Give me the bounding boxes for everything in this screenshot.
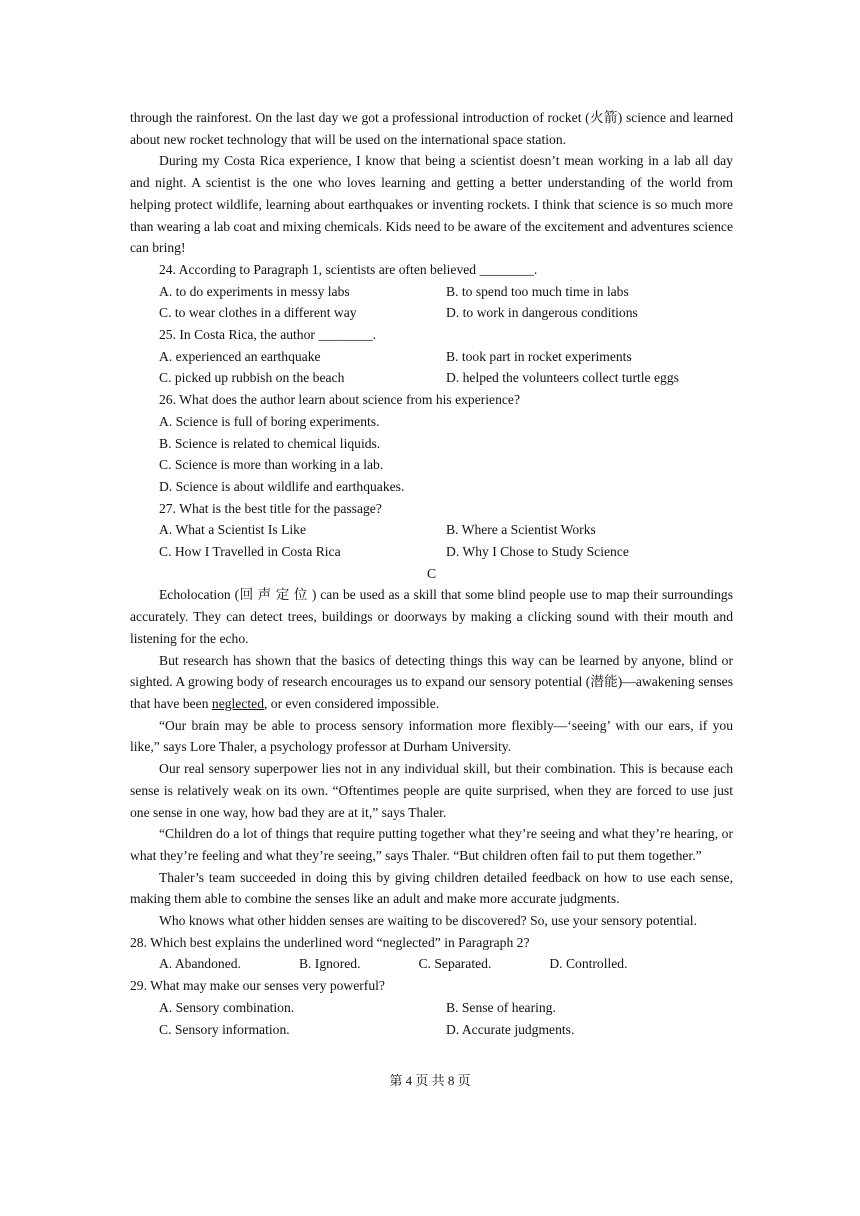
question-27-option-d[interactable]: D. Why I Chose to Study Science bbox=[446, 544, 629, 560]
paragraph-2-after: , or even considered impossible. bbox=[264, 695, 440, 711]
question-25-stem: 25. In Costa Rica, the author ________. bbox=[159, 327, 377, 343]
question-28-option-d[interactable]: D. Controlled. bbox=[549, 956, 628, 972]
question-27-option-a[interactable]: A. What a Scientist Is Like bbox=[159, 522, 306, 538]
passage-c-paragraph-5: “Children do a lot of things that require putting together what they’re seeing and what they’re hearing, or what they’re feeling and what they’re seeing,” says Thaler. “But children often fail to put them together.” bbox=[130, 826, 733, 863]
passage-b-conclusion: During my Costa Rica experience, I know that being a scientist doesn’t mean working in a lab all day and night. A scientist is the one who loves learning and getting a better understanding of the world from helping protect wildlife, learning about earthquakes or inventing rockets. I think that science is so much more than wearing a lab coat and mixing chemicals. Kids need to be aware of the excitement and adventures science can bring! bbox=[130, 153, 733, 256]
echolocation-term: Echolocation ( bbox=[159, 587, 240, 603]
question-27-options-row-1 bbox=[130, 519, 733, 541]
question-29-stem: 29. What may make our senses very powerful? bbox=[130, 978, 385, 994]
passage-c-paragraph-4: Our real sensory superpower lies not in any individual skill, but their combination. This is because each sense is relatively weak on its own. “Oftentimes people are quite surprised, when they are forced to use just one sense in one way, how bad they are at it,” says Thaler. bbox=[130, 761, 733, 820]
paragraph-1-rest: ) can be used as a skill that some blind people use to map their surroundings accurately. They can detect trees, buildings or doorways by making a clicking sound with their mouth and listening for the echo. bbox=[130, 587, 733, 646]
question-29-options-row-2 bbox=[130, 1019, 733, 1041]
question-29-option-a[interactable]: A. Sensory combination. bbox=[159, 999, 295, 1015]
question-29-option-c[interactable]: C. Sensory information. bbox=[159, 1021, 290, 1037]
question-25-options-row-2 bbox=[130, 367, 733, 389]
question-24-options-row-2 bbox=[130, 302, 733, 324]
question-29-option-b[interactable]: B. Sense of hearing. bbox=[446, 999, 556, 1015]
question-28-option-c[interactable]: C. Separated. bbox=[418, 956, 492, 972]
question-25-option-a[interactable]: A. experienced an earthquake bbox=[159, 348, 321, 364]
question-24-option-b[interactable]: B. to spend too much time in labs bbox=[446, 283, 629, 299]
passage-b-intro-continuation: through the rainforest. On the last day we got a professional introduction of rocket (火箭) science and learned about new rocket technology that will be used on the international space station. bbox=[130, 110, 733, 147]
question-25-options-row-1 bbox=[130, 346, 733, 368]
question-24-option-d[interactable]: D. to work in dangerous conditions bbox=[446, 305, 638, 321]
question-26-stem: 26. What does the author learn about science from his experience? bbox=[159, 392, 520, 408]
echolocation-chinese-gloss: 回声定位 bbox=[239, 587, 312, 603]
question-28-option-b[interactable]: B. Ignored. bbox=[298, 956, 361, 972]
question-28-options-row bbox=[130, 953, 733, 975]
question-24-stem: 24. According to Paragraph 1, scientists are often believed ________. bbox=[159, 261, 538, 277]
question-27-options-row-2 bbox=[130, 541, 733, 563]
question-24-option-c[interactable]: C. to wear clothes in a different way bbox=[159, 305, 357, 321]
question-27-stem: 27. What is the best title for the passage? bbox=[159, 500, 382, 516]
passage-c-paragraph-3: “Our brain may be able to process sensory information more flexibly—‘seeing’ with our ears, if you like,” says Lore Thaler, a psychology professor at Durham University. bbox=[130, 717, 733, 755]
question-26-option-c[interactable]: C. Science is more than working in a lab. bbox=[159, 457, 384, 473]
question-29-options-row-1 bbox=[130, 997, 733, 1019]
question-25-option-b[interactable]: B. took part in rocket experiments bbox=[446, 348, 632, 364]
passage-c-paragraph-6: Thaler’s team succeeded in doing this by giving children detailed feedback on how to use each sense, making them able to combine the senses like an adult and make more accurate judgments. bbox=[130, 869, 733, 907]
question-28-option-a[interactable]: A. Abandoned. bbox=[159, 956, 241, 972]
passage-c-paragraph-7: Who knows what other hidden senses are waiting to be discovered? So, use your sensory potential. bbox=[159, 913, 697, 929]
question-25-option-d[interactable]: D. helped the volunteers collect turtle eggs bbox=[446, 370, 679, 386]
passage-c-heading: C bbox=[426, 565, 437, 581]
question-29-option-d[interactable]: D. Accurate judgments. bbox=[446, 1021, 575, 1037]
underlined-word-neglected: neglected bbox=[211, 695, 264, 711]
question-27-option-b[interactable]: B. Where a Scientist Works bbox=[446, 522, 596, 538]
question-24-options-row-1 bbox=[130, 281, 733, 303]
passage-c-paragraph-2 bbox=[130, 650, 733, 715]
question-25-option-c[interactable]: C. picked up rubbish on the beach bbox=[159, 370, 345, 386]
page-content bbox=[130, 107, 733, 1040]
question-27-option-c[interactable]: C. How I Travelled in Costa Rica bbox=[159, 544, 341, 560]
question-26-option-b[interactable]: B. Science is related to chemical liquids. bbox=[159, 435, 381, 451]
question-26-option-d[interactable]: D. Science is about wildlife and earthquakes. bbox=[159, 478, 405, 494]
question-24-option-a[interactable]: A. to do experiments in messy labs bbox=[159, 283, 350, 299]
passage-c-paragraph-1 bbox=[130, 584, 733, 649]
page-number-footer: 第 4 页 共 8 页 bbox=[389, 1073, 471, 1088]
paragraph-2-before: But research has shown that the basics of detecting things this way can be learned by anyone, blind or sighted. A growing body of research encourages us to expand our sensory potential (潜能)—awakening senses that have been bbox=[130, 652, 733, 711]
question-28-stem: 28. Which best explains the underlined word “neglected” in Paragraph 2? bbox=[130, 934, 530, 950]
question-26-option-a[interactable]: A. Science is full of boring experiments. bbox=[159, 413, 380, 429]
